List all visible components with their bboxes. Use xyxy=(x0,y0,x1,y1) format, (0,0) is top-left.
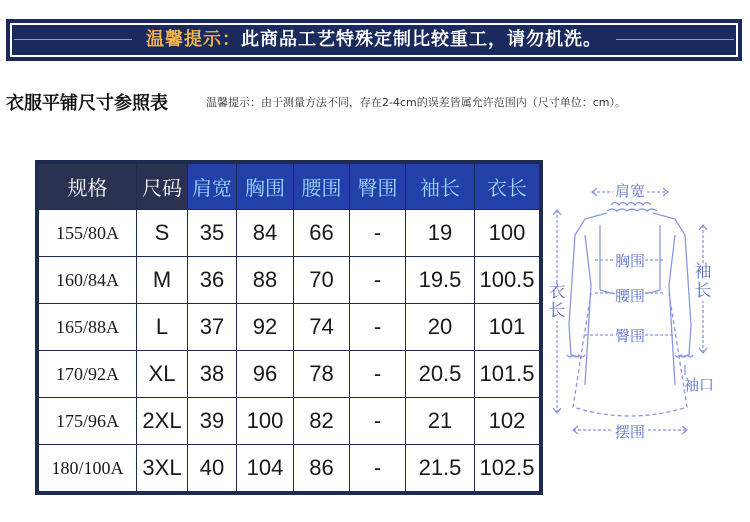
label-sleeve: 袖长 xyxy=(694,262,712,301)
cell-waist: 70 xyxy=(294,257,350,304)
banner-text xyxy=(6,25,742,51)
cell-shoulder: 40 xyxy=(188,445,237,492)
cell-waist: 86 xyxy=(294,445,350,492)
cell-chest: 88 xyxy=(237,257,294,304)
cell-spec: 165/88A xyxy=(39,304,137,351)
cell-size: S xyxy=(137,210,188,257)
table-row xyxy=(39,398,540,445)
cell-waist: 66 xyxy=(294,210,350,257)
cell-sleeve: 20.5 xyxy=(406,351,475,398)
cell-length: 101.5 xyxy=(475,351,540,398)
cell-chest: 84 xyxy=(237,210,294,257)
table-row xyxy=(39,210,540,257)
header-length: 衣长 xyxy=(475,164,540,210)
cell-shoulder: 39 xyxy=(188,398,237,445)
cell-spec: 160/84A xyxy=(39,257,137,304)
header-waist: 腰围 xyxy=(294,164,350,210)
header-shoulder: 肩宽 xyxy=(188,164,237,210)
cell-shoulder: 38 xyxy=(188,351,237,398)
cell-size: 2XL xyxy=(137,398,188,445)
cell-chest: 104 xyxy=(237,445,294,492)
cell-shoulder: 35 xyxy=(188,210,237,257)
label-chest: 胸围 xyxy=(615,252,646,270)
cell-shoulder: 37 xyxy=(188,304,237,351)
cell-sleeve: 19.5 xyxy=(406,257,475,304)
header-sleeve: 袖长 xyxy=(406,164,475,210)
cell-spec: 175/96A xyxy=(39,398,137,445)
cell-hip: - xyxy=(350,257,406,304)
cell-shoulder: 36 xyxy=(188,257,237,304)
cell-chest: 92 xyxy=(237,304,294,351)
banner-label: 温馨提示： xyxy=(146,29,241,50)
label-hem: 摆围 xyxy=(615,423,646,441)
label-waist: 腰围 xyxy=(615,287,646,305)
label-length: 衣长 xyxy=(548,282,566,321)
cell-spec: 170/92A xyxy=(39,351,137,398)
dress-illustration xyxy=(545,175,750,465)
header-chest: 胸围 xyxy=(237,164,294,210)
table-row xyxy=(39,351,540,398)
cell-waist: 74 xyxy=(294,304,350,351)
cell-size: XL xyxy=(137,351,188,398)
table-row xyxy=(39,304,540,351)
cell-spec: 155/80A xyxy=(39,210,137,257)
label-hip: 臀围 xyxy=(615,327,646,345)
header-hip: 臀围 xyxy=(350,164,406,210)
cell-length: 102.5 xyxy=(475,445,540,492)
label-shoulder: 肩宽 xyxy=(615,182,646,200)
size-table xyxy=(38,163,540,492)
cell-hip: - xyxy=(350,398,406,445)
cell-hip: - xyxy=(350,304,406,351)
cell-hip: - xyxy=(350,210,406,257)
cell-chest: 100 xyxy=(237,398,294,445)
cell-hip: - xyxy=(350,351,406,398)
cell-length: 100.5 xyxy=(475,257,540,304)
banner-message: 此商品工艺特殊定制比较重工，请勿机洗。 xyxy=(241,29,602,50)
cell-sleeve: 21.5 xyxy=(406,445,475,492)
cell-size: M xyxy=(137,257,188,304)
header-size: 尺码 xyxy=(137,164,188,210)
cell-waist: 78 xyxy=(294,351,350,398)
measurement-note: 温馨提示：由于测量方法不同，存在2-4cm的误差皆属允许范围内（尺寸单位：cm）。 xyxy=(206,96,626,109)
table-row xyxy=(39,445,540,492)
cell-length: 100 xyxy=(475,210,540,257)
cell-waist: 82 xyxy=(294,398,350,445)
cell-hip: - xyxy=(350,445,406,492)
cell-length: 102 xyxy=(475,398,540,445)
cell-chest: 96 xyxy=(237,351,294,398)
cell-size: L xyxy=(137,304,188,351)
cell-sleeve: 21 xyxy=(406,398,475,445)
cell-spec: 180/100A xyxy=(39,445,137,492)
notice-banner xyxy=(6,19,742,61)
label-cuff: 袖口 xyxy=(684,376,715,394)
garment-diagram xyxy=(545,175,750,465)
table-row xyxy=(39,257,540,304)
header-spec: 规格 xyxy=(39,164,137,210)
cell-length: 101 xyxy=(475,304,540,351)
cell-sleeve: 19 xyxy=(406,210,475,257)
table-header-row xyxy=(39,164,540,210)
cell-sleeve: 20 xyxy=(406,304,475,351)
cell-size: 3XL xyxy=(137,445,188,492)
page-title: 衣服平铺尺寸参照表 xyxy=(6,93,168,114)
